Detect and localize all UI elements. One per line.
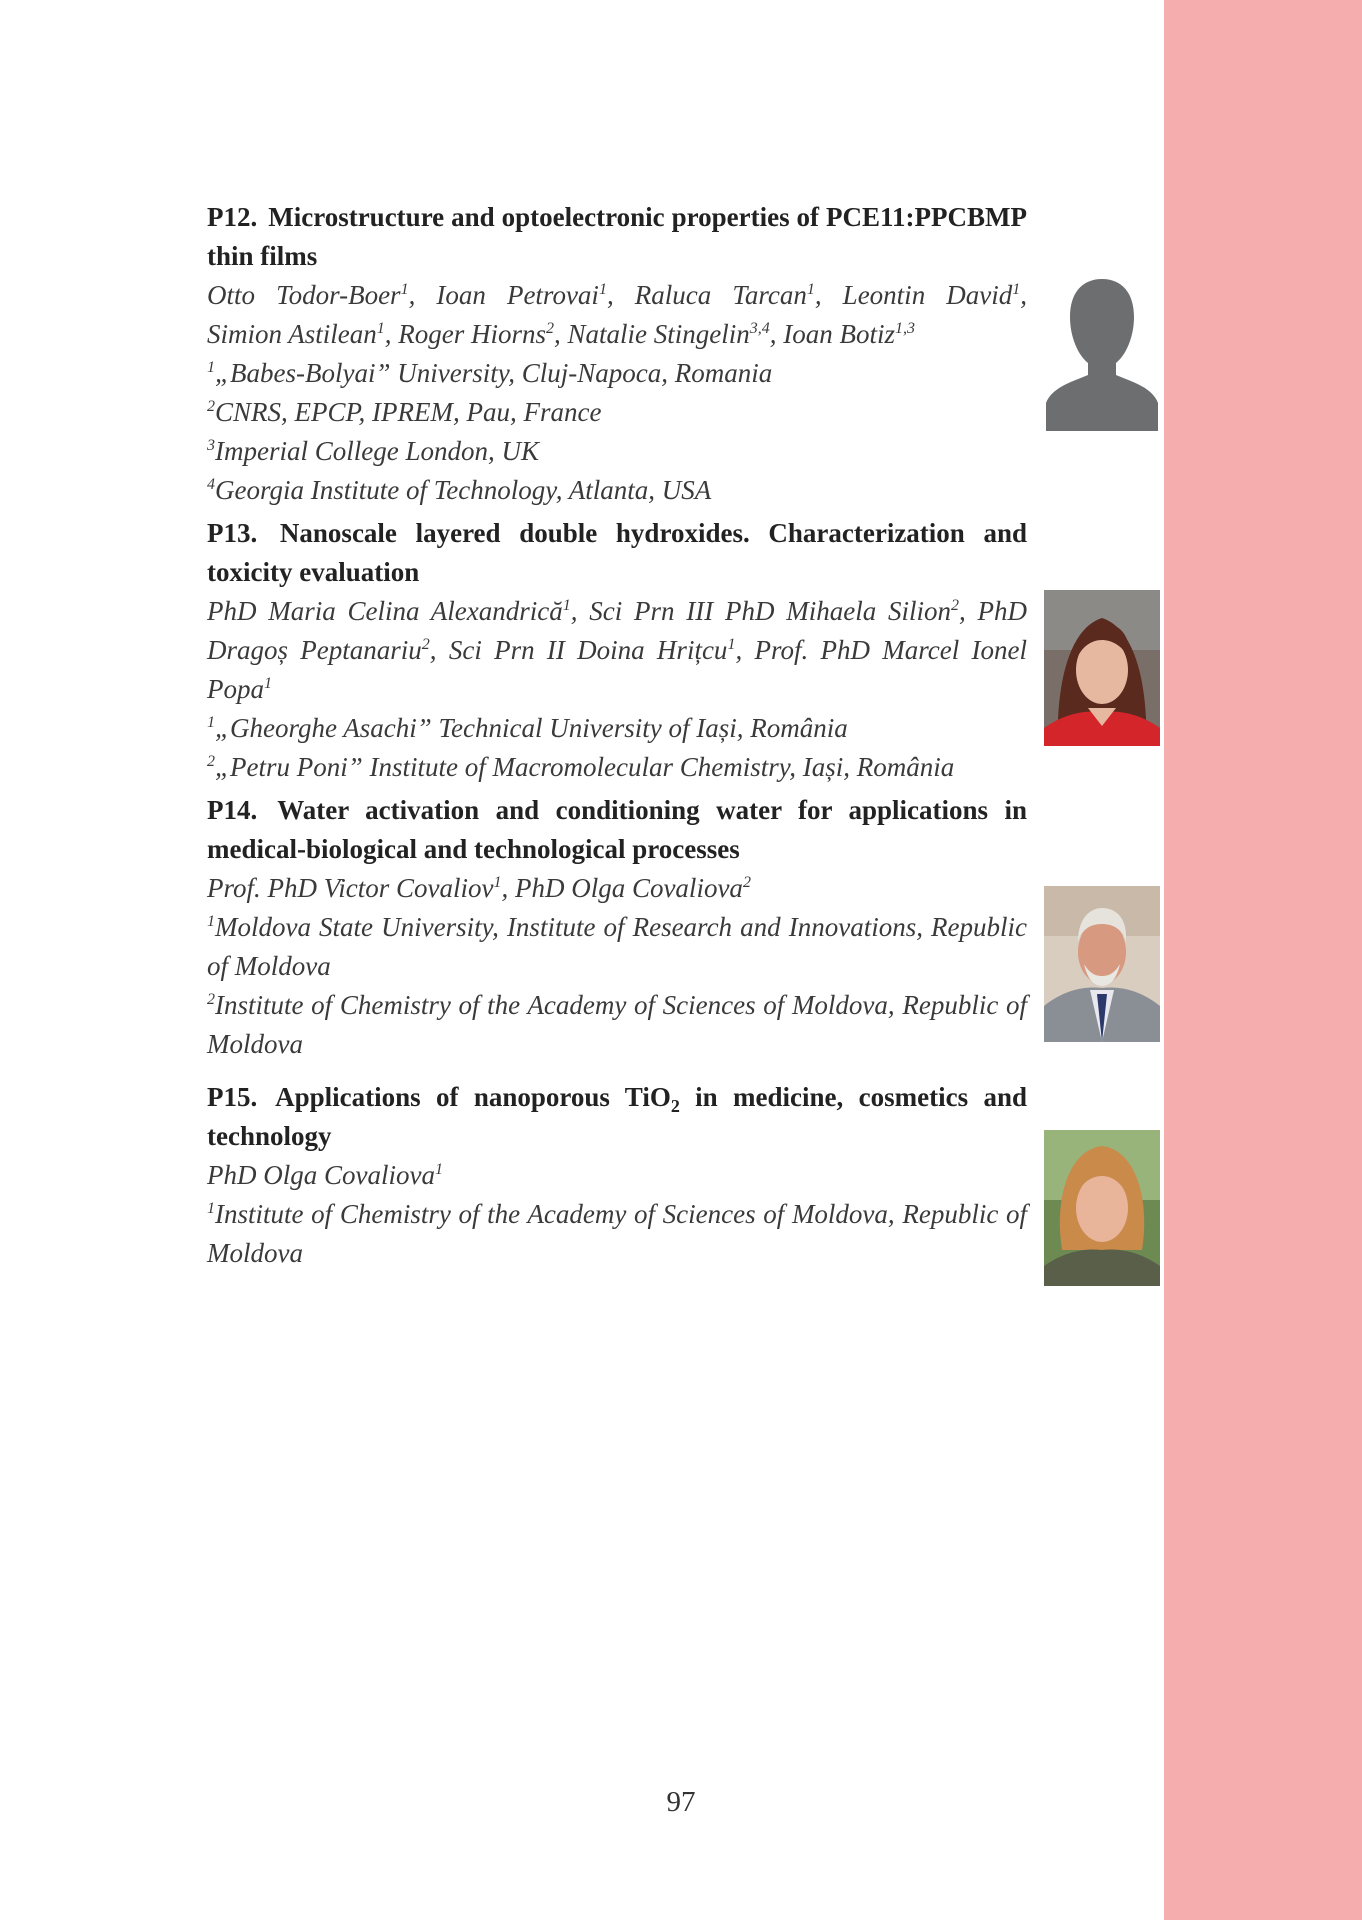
decorative-side-band xyxy=(1164,0,1362,1920)
entry-title-text: Microstructure and optoelectronic properties of PCE11:PPCBMP thin films xyxy=(207,202,1028,271)
affiliation: $^4$Georgia Institute of Technology, Atlanta, USA xyxy=(207,475,712,505)
subscript: 2 xyxy=(670,1096,680,1116)
authors: Prof. PhD Victor Covaliov$^1$, PhD Olga Covaliova$^2$ xyxy=(207,873,751,903)
program-listing xyxy=(207,198,1027,1277)
entry-title xyxy=(207,1078,1027,1156)
entry-title-text: Nanoscale layered double hydroxides. Characterization and toxicity evaluation xyxy=(207,518,1028,587)
author-portrait-woman-2 xyxy=(1044,1130,1160,1286)
affiliation: $^2$Institute of Chemistry of the Academy of Sciences of Moldova, Republic of Moldova xyxy=(207,990,1027,1059)
entry-p12 xyxy=(207,198,1027,510)
entry-title xyxy=(207,198,1027,276)
affiliation: $^1$Moldova State University, Institute of Research and Innovations, Republic of Moldova xyxy=(207,912,1027,981)
affiliation: $^1$„Babes-Bolyai” University, Cluj-Napoca, Romania xyxy=(207,358,773,388)
entry-title-text: Water activation and conditioning water for applications in medical-biological and technological processes xyxy=(207,795,1027,864)
authors-line: Simion Astilean$^1$, Roger Hiorns$^2$, Natalie Stingelin$^{3,4}$, Ioan Botiz$^{1,3}$ xyxy=(207,319,916,349)
entry-number: P15. xyxy=(207,1082,258,1112)
entry-number: P14. xyxy=(207,795,258,825)
author-portrait-woman xyxy=(1044,590,1160,746)
page-number: 97 xyxy=(666,1786,696,1818)
entry-title xyxy=(207,514,1027,592)
affiliation: $^2$„Petru Poni” Institute of Macromolecular Chemistry, Iași, România xyxy=(207,752,955,782)
entry-p14 xyxy=(207,791,1027,1064)
entry-p13 xyxy=(207,514,1027,787)
entry-title-text: in medicine, cosmetics and technology xyxy=(207,1082,1027,1151)
affiliation: $^3$Imperial College London, UK xyxy=(207,436,539,466)
entry-number: P12. xyxy=(207,202,258,232)
entry-number: P13. xyxy=(207,518,258,548)
affiliation: $^1$Institute of Chemistry of the Academy of Sciences of Moldova, Republic of Moldova xyxy=(207,1199,1027,1268)
authors: PhD Maria Celina Alexandrică$^1$, Sci Prn III PhD Mihaela Silion$^2$, PhD Dragoș Peptanariu$^2$, Sci Prn II Doina Hrițcu$^1$, Prof. PhD Marcel Ionel Popa$^1$ xyxy=(207,596,1028,704)
authors-line: Otto Todor-Boer$^1$, Ioan Petrovai$^1$, Raluca Tarcan$^1$, Leontin David$^1$, xyxy=(207,280,1027,310)
affiliation: $^2$CNRS, EPCP, IPREM, Pau, France xyxy=(207,397,602,427)
placeholder-avatar-icon xyxy=(1044,275,1160,431)
entry-p15 xyxy=(207,1078,1027,1273)
author-portrait-man xyxy=(1044,886,1160,1042)
entry-title-text: Applications of nanoporous TiO xyxy=(275,1082,671,1112)
authors: PhD Olga Covaliova$^1$ xyxy=(207,1160,443,1190)
affiliation: $^1$„Gheorghe Asachi” Technical University of Iași, România xyxy=(207,713,848,743)
entry-title xyxy=(207,791,1027,869)
